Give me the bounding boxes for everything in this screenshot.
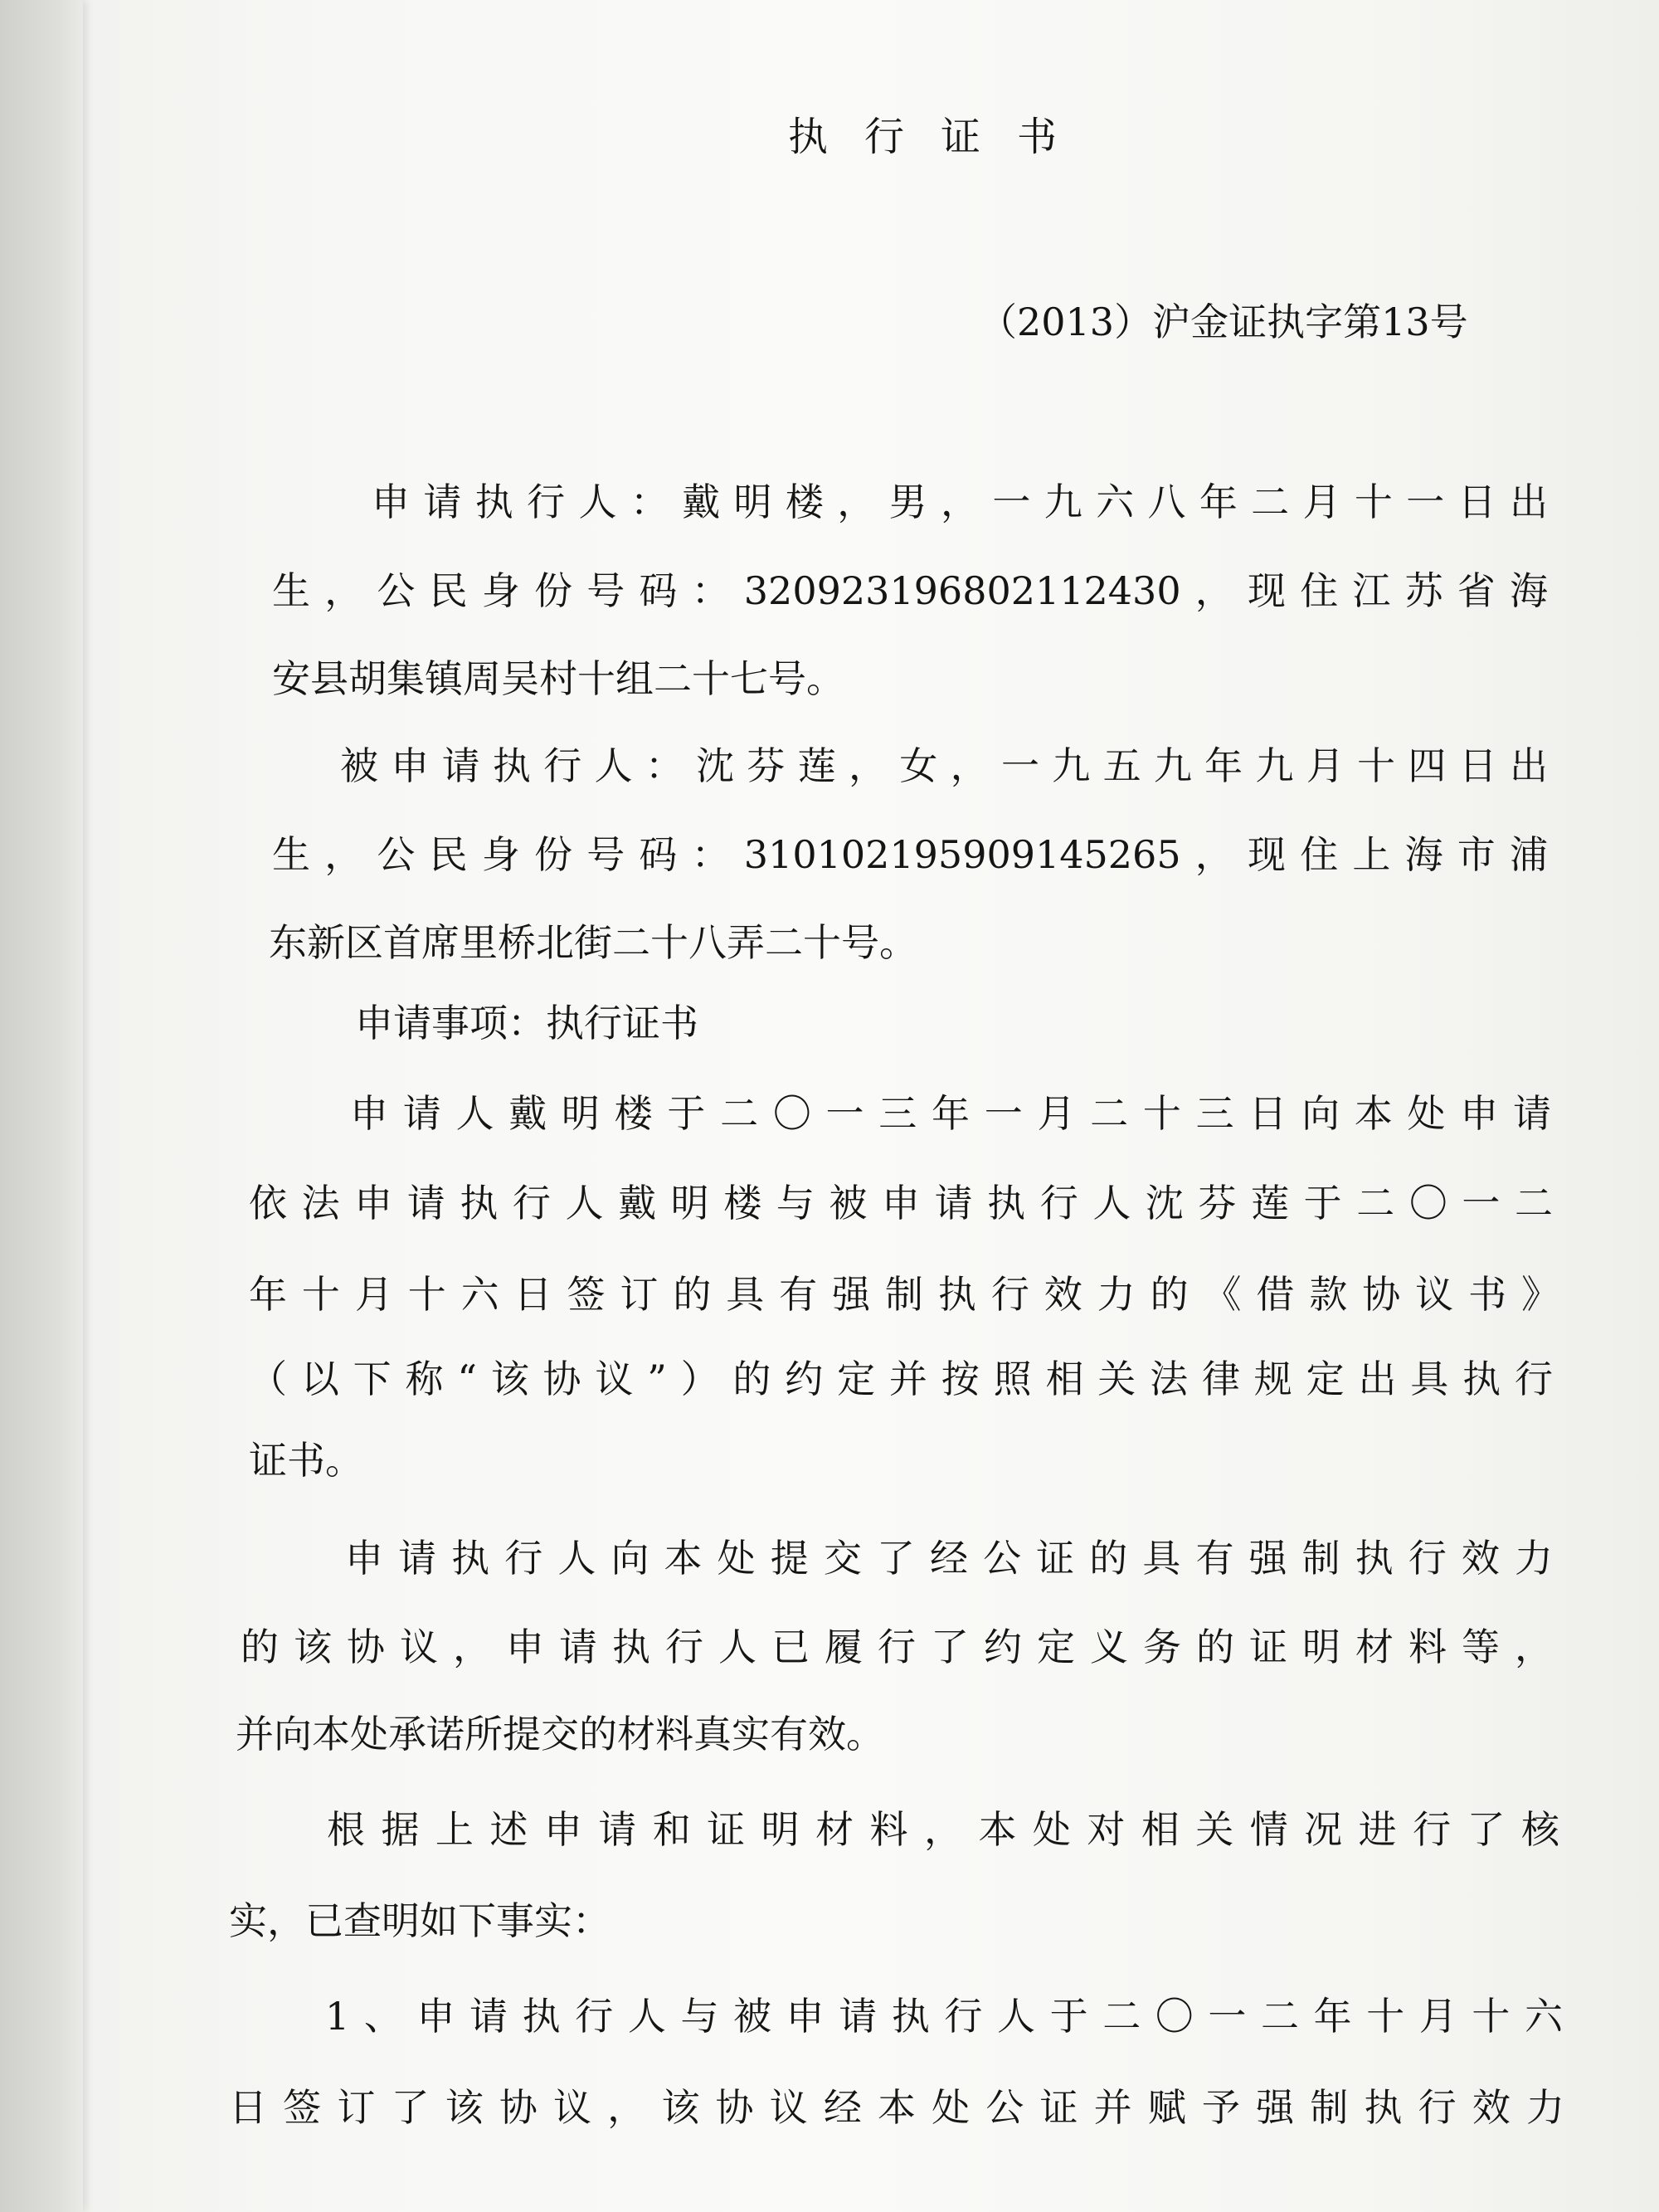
body-line: 的该协议，申请执行人已履行了约定义务的证明材料等， [241, 1625, 1553, 1669]
body-line: 年十月十六日签订的具有强制执行效力的《借款协议书》 [249, 1272, 1559, 1317]
body-line: 根据上述申请和证明材料，本处对相关情况进行了核 [327, 1807, 1559, 1852]
body-line: 日签订了该协议，该协议经本处公证并赋予强制执行效力 [229, 2085, 1564, 2130]
body-line: （以下称“该协议”）的约定并按照相关法律规定出具执行 [249, 1357, 1553, 1401]
body-line: 依法申请执行人戴明楼与被申请执行人沈芬莲于二〇一二 [249, 1181, 1553, 1225]
body-line: 申请执行人向本处提交了经公证的具有强制执行效力 [345, 1536, 1553, 1581]
body-line: 申请事项：执行证书 [355, 1001, 698, 1045]
document-title: 执行证书 [788, 114, 1094, 160]
body-line: 并向本处承诺所提交的材料真实有效。 [236, 1712, 884, 1756]
document-page [83, 0, 1659, 2212]
body-line: 证书。 [249, 1438, 363, 1483]
body-line: 1、申请执行人与被申请执行人于二〇一二年十月十六 [325, 1994, 1563, 2039]
body-line: 东新区首席里桥北街二十八弄二十号。 [269, 920, 917, 965]
body-line: 被申请执行人：沈芬莲，女，一九五九年九月十四日出 [340, 743, 1548, 788]
page-fold-shadow [0, 0, 83, 2212]
body-line: 申请人戴明楼于二〇一三年一月二十三日向本处申请 [350, 1091, 1551, 1136]
case-number: （2013）沪金证执字第13号 [979, 300, 1468, 344]
body-line: 生，公民身份号码：310102195909145265，现住上海市浦 [272, 832, 1548, 877]
body-line: 实，已查明如下事实： [229, 1898, 611, 1943]
body-line: 安县胡集镇周吴村十组二十七号。 [272, 656, 844, 701]
body-line: 申请执行人：戴明楼，男，一九六八年二月十一日出 [372, 480, 1548, 524]
body-line: 生，公民身份号码：320923196802112430，现住江苏省海 [272, 568, 1548, 613]
